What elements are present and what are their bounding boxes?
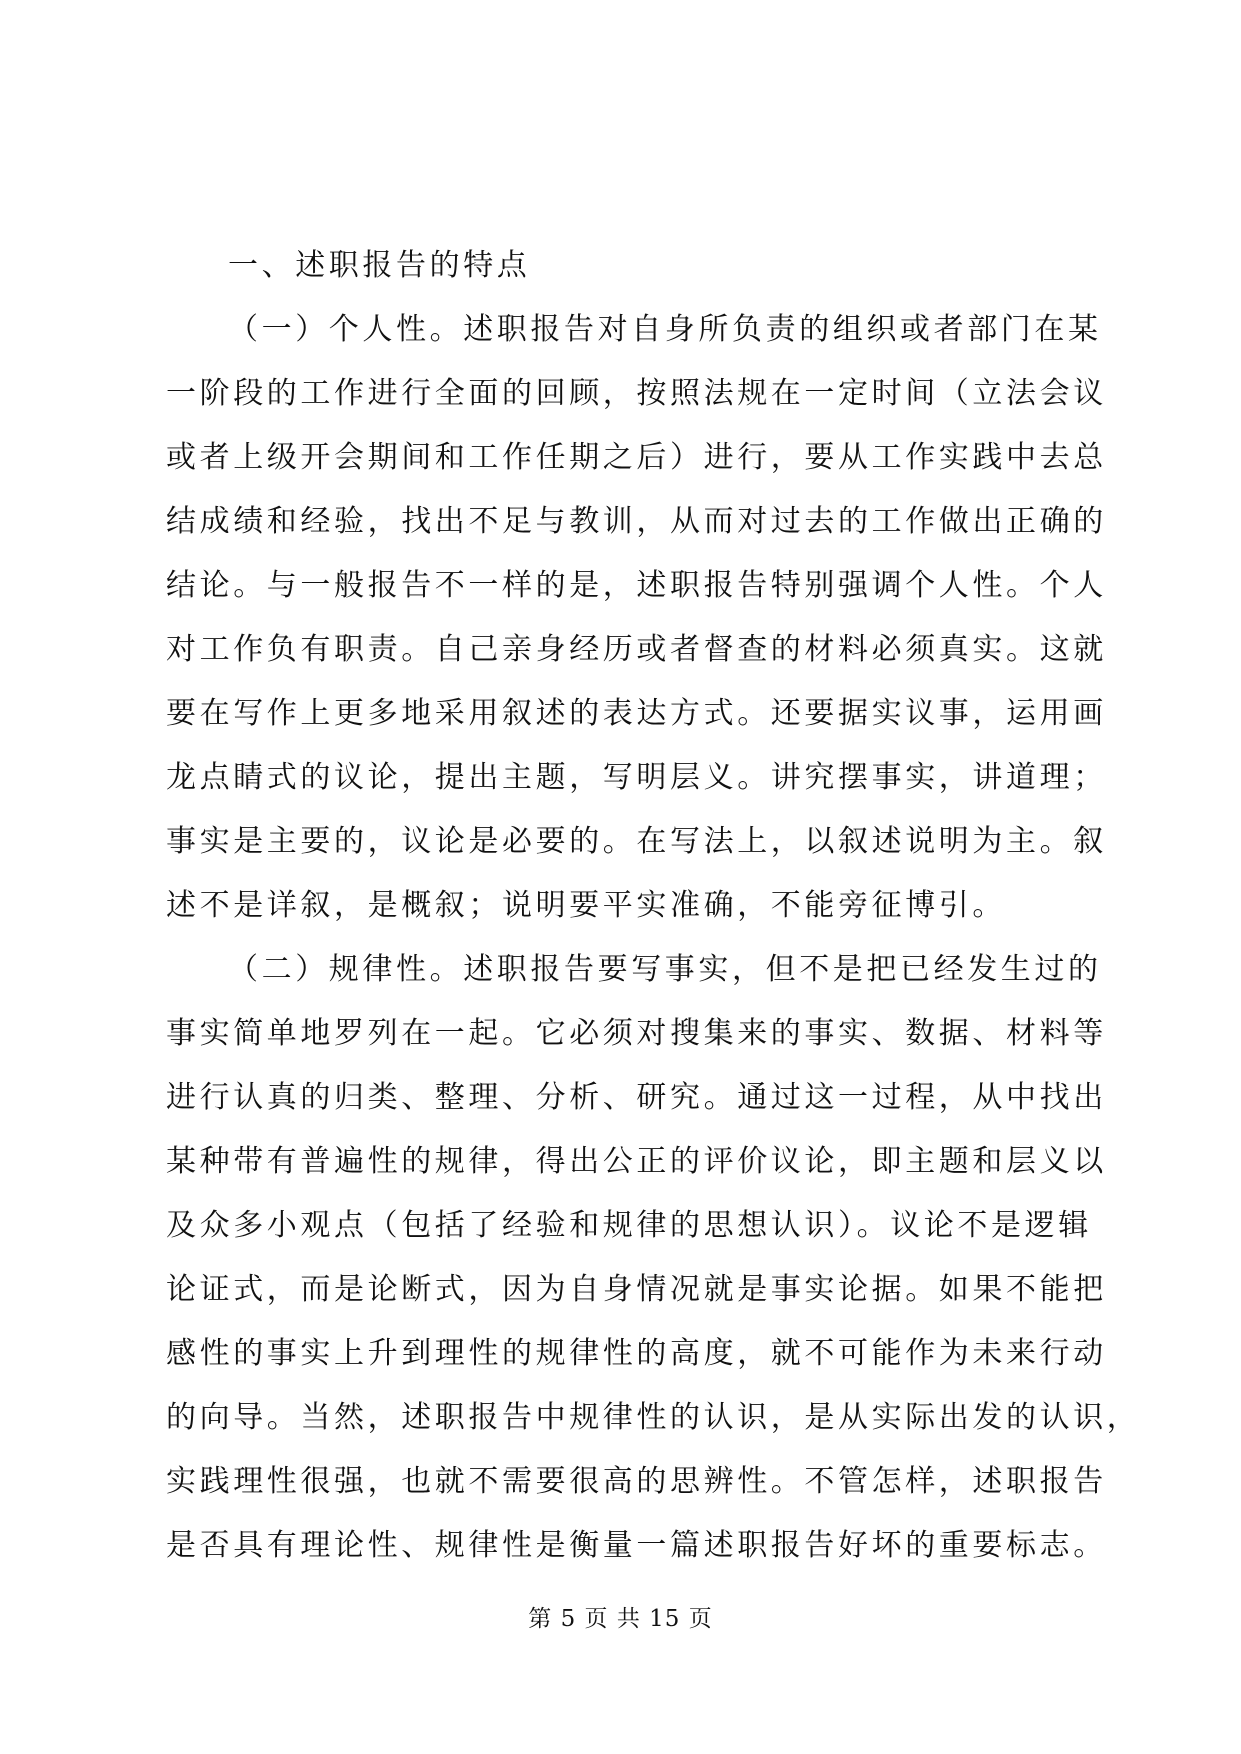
- paragraph-line: 是否具有理论性、规律性是衡量一篇述职报告好坏的重要标志。: [166, 1528, 1107, 1563]
- paragraph-line: 论证式，而是论断式，因为自身情况就是事实论据。如果不能把: [166, 1272, 1107, 1307]
- paragraph-line: 或者上级开会期间和工作任期之后）进行，要从工作实践中去总: [166, 440, 1107, 475]
- paragraph-line: 述不是详叙，是概叙；说明要平实准确，不能旁征博引。: [166, 888, 1006, 923]
- paragraph-line: （一）个人性。述职报告对自身所负责的组织或者部门在某: [228, 312, 1102, 347]
- paragraph-line: 一阶段的工作进行全面的回顾，按照法规在一定时间（立法会议: [166, 376, 1107, 411]
- paragraph-line: 对工作负有职责。自己亲身经历或者督查的材料必须真实。这就: [166, 632, 1107, 667]
- section-heading: 一、述职报告的特点: [228, 248, 531, 283]
- paragraph-line: 龙点睛式的议论，提出主题，写明层义。讲究摆事实，讲道理；: [166, 760, 1107, 795]
- paragraph-line: 的向导。当然，述职报告中规律性的认识，是从实际出发的认识，: [166, 1400, 1141, 1435]
- body-text: [166, 234, 1141, 1578]
- paragraph-line: 感性的事实上升到理性的规律性的高度，就不可能作为未来行动: [166, 1336, 1107, 1371]
- paragraph-line: 结论。与一般报告不一样的是，述职报告特别强调个人性。个人: [166, 568, 1107, 603]
- paragraph-line: 实践理性很强，也就不需要很高的思辨性。不管怎样，述职报告: [166, 1464, 1107, 1499]
- page-number-footer: 第 5 页 共 15 页: [528, 1606, 713, 1632]
- paragraph-line: 进行认真的归类、整理、分析、研究。通过这一过程，从中找出: [166, 1080, 1107, 1115]
- paragraph-line: 某种带有普遍性的规律，得出公正的评价议论，即主题和层义以: [166, 1144, 1107, 1179]
- paragraph-line: （二）规律性。述职报告要写事实，但不是把已经发生过的: [228, 952, 1102, 987]
- paragraph-line: 事实是主要的，议论是必要的。在写法上，以叙述说明为主。叙: [166, 824, 1107, 859]
- paragraph-line: 结成绩和经验，找出不足与教训，从而对过去的工作做出正确的: [166, 504, 1107, 539]
- paragraph-line: 事实简单地罗列在一起。它必须对搜集来的事实、数据、材料等: [166, 1016, 1107, 1051]
- paragraph-line: 要在写作上更多地采用叙述的表达方式。还要据实议事，运用画: [166, 696, 1107, 731]
- paragraph-line: 及众多小观点（包括了经验和规律的思想认识）。议论不是逻辑: [166, 1208, 1092, 1243]
